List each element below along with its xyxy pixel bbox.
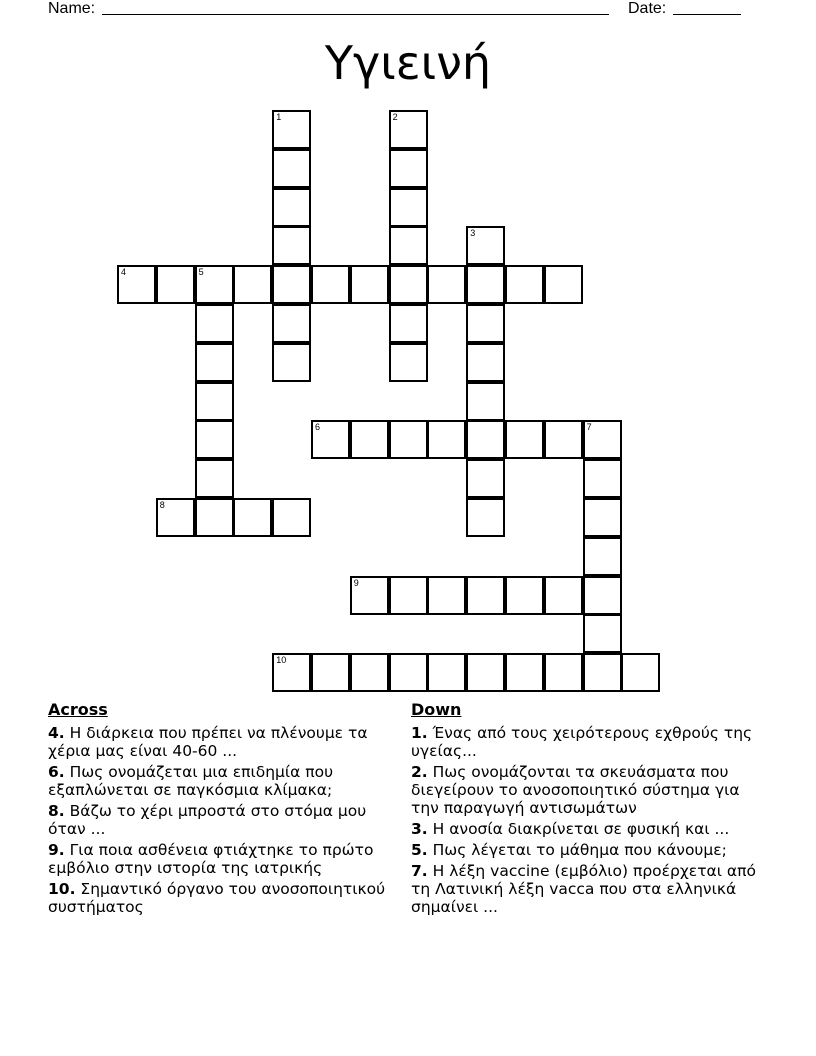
clue-item [48, 880, 393, 916]
grid-cell[interactable] [466, 459, 505, 498]
down-clues [411, 700, 771, 919]
clue-item-number: 8. [48, 802, 65, 820]
grid-cell[interactable] [389, 265, 428, 304]
grid-cell[interactable] [156, 265, 195, 304]
clue-item-number: 3. [411, 820, 428, 838]
grid-cell[interactable] [466, 576, 505, 615]
grid-cell[interactable] [621, 653, 660, 692]
date-label: Date: [628, 0, 667, 17]
clue-item [48, 763, 393, 799]
grid-cell[interactable] [311, 420, 350, 459]
clue-item [411, 724, 771, 760]
clue-number: 4 [121, 267, 127, 278]
clue-item-text: Βάζω το χέρι μπροστά στο στόμα μου όταν ... [48, 802, 367, 838]
grid-cell[interactable] [272, 226, 311, 265]
grid-cell[interactable] [466, 382, 505, 421]
grid-cell[interactable] [466, 226, 505, 265]
grid-cell[interactable] [233, 265, 272, 304]
clue-number: 5 [198, 267, 204, 278]
across-clues [48, 700, 393, 919]
grid-cell[interactable] [389, 653, 428, 692]
clue-number: 8 [159, 500, 165, 510]
grid-cell[interactable] [427, 420, 466, 459]
grid-cell[interactable] [117, 265, 156, 304]
clue-item [48, 724, 393, 760]
grid-cell[interactable] [272, 498, 311, 537]
clue-item-number: 10. [48, 880, 76, 898]
clue-number: 1 [276, 112, 282, 122]
clue-item [411, 841, 771, 859]
grid-cell[interactable] [156, 498, 195, 537]
grid-cell[interactable] [505, 265, 544, 304]
clue-item-number: 5. [411, 841, 428, 859]
grid-cell[interactable] [544, 420, 583, 459]
grid-cell[interactable] [272, 653, 311, 692]
grid-cell[interactable] [389, 149, 428, 188]
clue-item-text: Η ανοσία διακρίνεται σε φυσική και ... [427, 820, 730, 838]
clue-number: 7 [586, 422, 592, 433]
grid-cell[interactable] [427, 653, 466, 692]
grid-cell[interactable] [311, 653, 350, 692]
grid-cell[interactable] [272, 110, 311, 149]
clue-number: 2 [392, 112, 398, 122]
grid-cell[interactable] [466, 304, 505, 343]
grid-cell[interactable] [272, 304, 311, 343]
clue-item [48, 802, 393, 838]
grid-cell[interactable] [233, 498, 272, 537]
grid-cell[interactable] [583, 653, 622, 692]
grid-cell[interactable] [389, 110, 428, 149]
grid-cell[interactable] [544, 653, 583, 692]
clue-item-number: 6. [48, 763, 65, 781]
grid-cell[interactable] [195, 304, 234, 343]
clue-item-text: Πως ονομάζονται τα σκευάσματα που διεγείρουν το ανοσοποιητικό σύστημα για την παραγωγή αντισωμάτων [411, 763, 740, 817]
grid-cell[interactable] [272, 149, 311, 188]
clue-item-text: Σημαντικό όργανο του ανοσοποιητικού συστήματος [48, 880, 386, 916]
clue-item-number: 7. [411, 862, 428, 880]
clue-item-number: 1. [411, 724, 428, 742]
clue-number: 6 [315, 422, 321, 433]
name-label: Name: [48, 0, 96, 17]
grid-cell[interactable] [389, 420, 428, 459]
clue-item [48, 841, 393, 877]
grid-cell[interactable] [466, 343, 505, 382]
grid-cell[interactable] [583, 576, 622, 615]
clue-item [411, 763, 771, 817]
clue-number: 3 [470, 228, 476, 239]
page-title: Υγιεινή [324, 36, 492, 90]
grid-cell[interactable] [350, 576, 389, 615]
clue-item-text: Ένας από τους χειρότερους εχθρούς της υγείας... [411, 724, 753, 760]
grid-cell[interactable] [272, 343, 311, 382]
clue-number: 9 [353, 577, 359, 588]
clue-item-text: Πως λέγεται το μάθημα που κάνουμε; [427, 841, 727, 859]
clue-item-text: Η λέξη vaccine (εμβόλιο) προέρχεται από τη Λατινική λέξη vacca που στα ελληνικά σημαίνει ... [411, 862, 756, 916]
grid-cell[interactable] [389, 226, 428, 265]
grid-cell[interactable] [427, 265, 466, 304]
grid-cell[interactable] [466, 420, 505, 459]
grid-cell[interactable] [466, 498, 505, 537]
grid-cell[interactable] [195, 420, 234, 459]
clue-item-text: Πως ονομάζεται μια επιδημία που εξαπλώνεται σε παγκόσμια κλίμακα; [48, 763, 334, 799]
clue-number: 10 [276, 655, 287, 666]
grid-cell[interactable] [389, 188, 428, 227]
grid-cell[interactable] [583, 537, 622, 576]
down-heading: Down [411, 700, 462, 719]
grid-cell[interactable] [505, 420, 544, 459]
grid-cell[interactable] [195, 382, 234, 421]
grid-cell[interactable] [195, 265, 234, 304]
grid-cell[interactable] [350, 653, 389, 692]
grid-cell[interactable] [350, 265, 389, 304]
clue-item [411, 862, 771, 916]
clue-item-text: Η διάρκεια που πρέπει να πλένουμε τα χέρια μας είναι 40-60 ... [48, 724, 368, 760]
grid-cell[interactable] [272, 265, 311, 304]
date-field[interactable] [673, 14, 741, 15]
grid-cell[interactable] [583, 498, 622, 537]
name-field[interactable] [102, 14, 609, 15]
grid-cell[interactable] [466, 265, 505, 304]
grid-cell[interactable] [583, 614, 622, 653]
grid-cell[interactable] [272, 188, 311, 227]
across-heading: Across [48, 700, 108, 719]
grid-cell[interactable] [389, 343, 428, 382]
header [48, 0, 768, 22]
grid-cell[interactable] [505, 653, 544, 692]
grid-cell[interactable] [195, 498, 234, 537]
grid-cell[interactable] [389, 304, 428, 343]
clue-item-text: Για ποια ασθένεια φτιάχτηκε το πρώτο εμβόλιο στην ιστορία της ιατρικής [48, 841, 374, 877]
grid-cell[interactable] [544, 576, 583, 615]
clue-item [411, 820, 771, 838]
clue-item-number: 4. [48, 724, 65, 742]
grid-cell[interactable] [427, 576, 466, 615]
grid-cell[interactable] [466, 653, 505, 692]
clue-item-number: 2. [411, 763, 428, 781]
grid-cell[interactable] [505, 576, 544, 615]
grid-cell[interactable] [583, 459, 622, 498]
grid-cell[interactable] [195, 459, 234, 498]
grid-cell[interactable] [544, 265, 583, 304]
grid-cell[interactable] [311, 265, 350, 304]
grid-cell[interactable] [195, 343, 234, 382]
clue-item-number: 9. [48, 841, 65, 859]
grid-cell[interactable] [583, 420, 622, 459]
grid-cell[interactable] [389, 576, 428, 615]
grid-cell[interactable] [350, 420, 389, 459]
